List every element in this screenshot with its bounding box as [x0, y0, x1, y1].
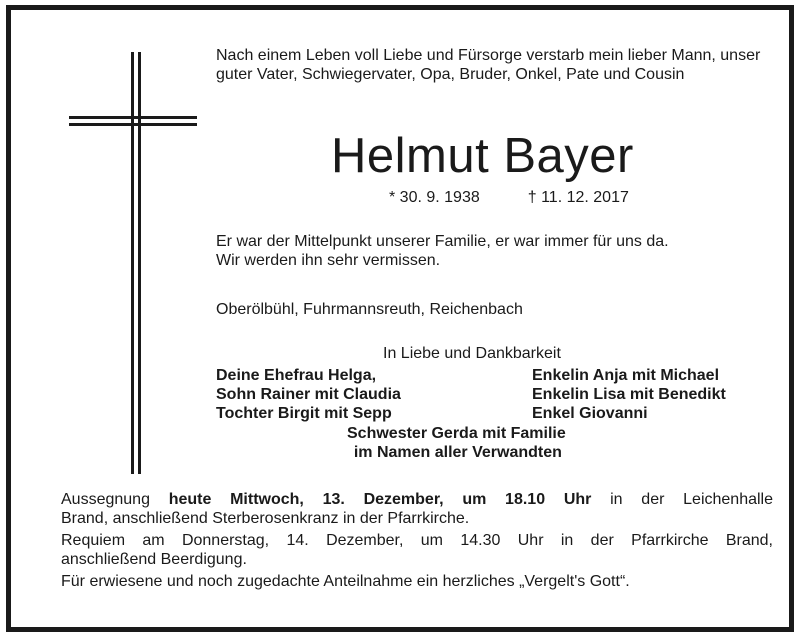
- family-right: [532, 366, 726, 423]
- requiem-line-2: anschließend Beerdigung.: [61, 551, 247, 568]
- family-member: Tochter Birgit mit Sepp: [216, 405, 392, 422]
- closing-thanks: Für erwiesene und noch zugedachte Anteilnahme ein herzliches „Vergelt's Gott“.: [61, 573, 630, 590]
- service-details: [61, 490, 773, 591]
- aussegnung-time: heute Mittwoch, 13. Dezember, um 18.10 Uhr: [168, 491, 592, 508]
- family-member: Schwester Gerda mit Familie: [347, 425, 566, 442]
- family-member: Deine Ehefrau Helga,: [216, 367, 377, 384]
- cross-icon: [69, 52, 199, 477]
- remembrance-line-2: Wir werden ihn sehr vermissen.: [216, 252, 441, 269]
- deceased-name: Helmut Bayer: [331, 129, 634, 183]
- family-member: Enkel Giovanni: [532, 405, 648, 422]
- birth-date: * 30. 9. 1938: [389, 189, 480, 206]
- life-dates: [389, 188, 629, 207]
- family-member: im Namen aller Verwandten: [353, 444, 562, 461]
- thanks-heading: In Liebe und Dankbarkeit: [383, 345, 561, 362]
- aussegnung-line-2: Brand, anschließend Sterberosenkranz in der Pfarrkirche.: [61, 510, 470, 527]
- obituary-notice: [6, 5, 794, 632]
- family-member: Enkelin Anja mit Michael: [532, 367, 720, 384]
- family-member: Sohn Rainer mit Claudia: [216, 386, 401, 403]
- requiem-line: Requiem am Donnerstag, 14. Dezember, um 14.30 Uhr in der Pfarrkirche Brand,: [61, 532, 773, 549]
- death-date: † 11. 12. 2017: [527, 189, 629, 206]
- places: Oberölbühl, Fuhrmannsreuth, Reichenbach: [216, 301, 523, 318]
- aussegnung-suffix: in der Leichenhalle: [610, 491, 773, 508]
- family-center: [347, 424, 566, 462]
- family-member: Enkelin Lisa mit Benedikt: [532, 386, 726, 403]
- aussegnung-prefix: Aussegnung: [61, 491, 150, 508]
- family-left: [216, 366, 401, 423]
- intro-text: Nach einem Leben voll Liebe und Fürsorge verstarb mein lieber Mann, unser guter Vater, Schwiegervater, Opa, Bruder, Onkel, Pate und Cousin: [216, 47, 761, 83]
- remembrance-line-1: Er war der Mittelpunkt unserer Familie, er war immer für uns da.: [216, 233, 669, 250]
- remembrance-text: [216, 232, 786, 270]
- aussegnung-line: [61, 490, 773, 509]
